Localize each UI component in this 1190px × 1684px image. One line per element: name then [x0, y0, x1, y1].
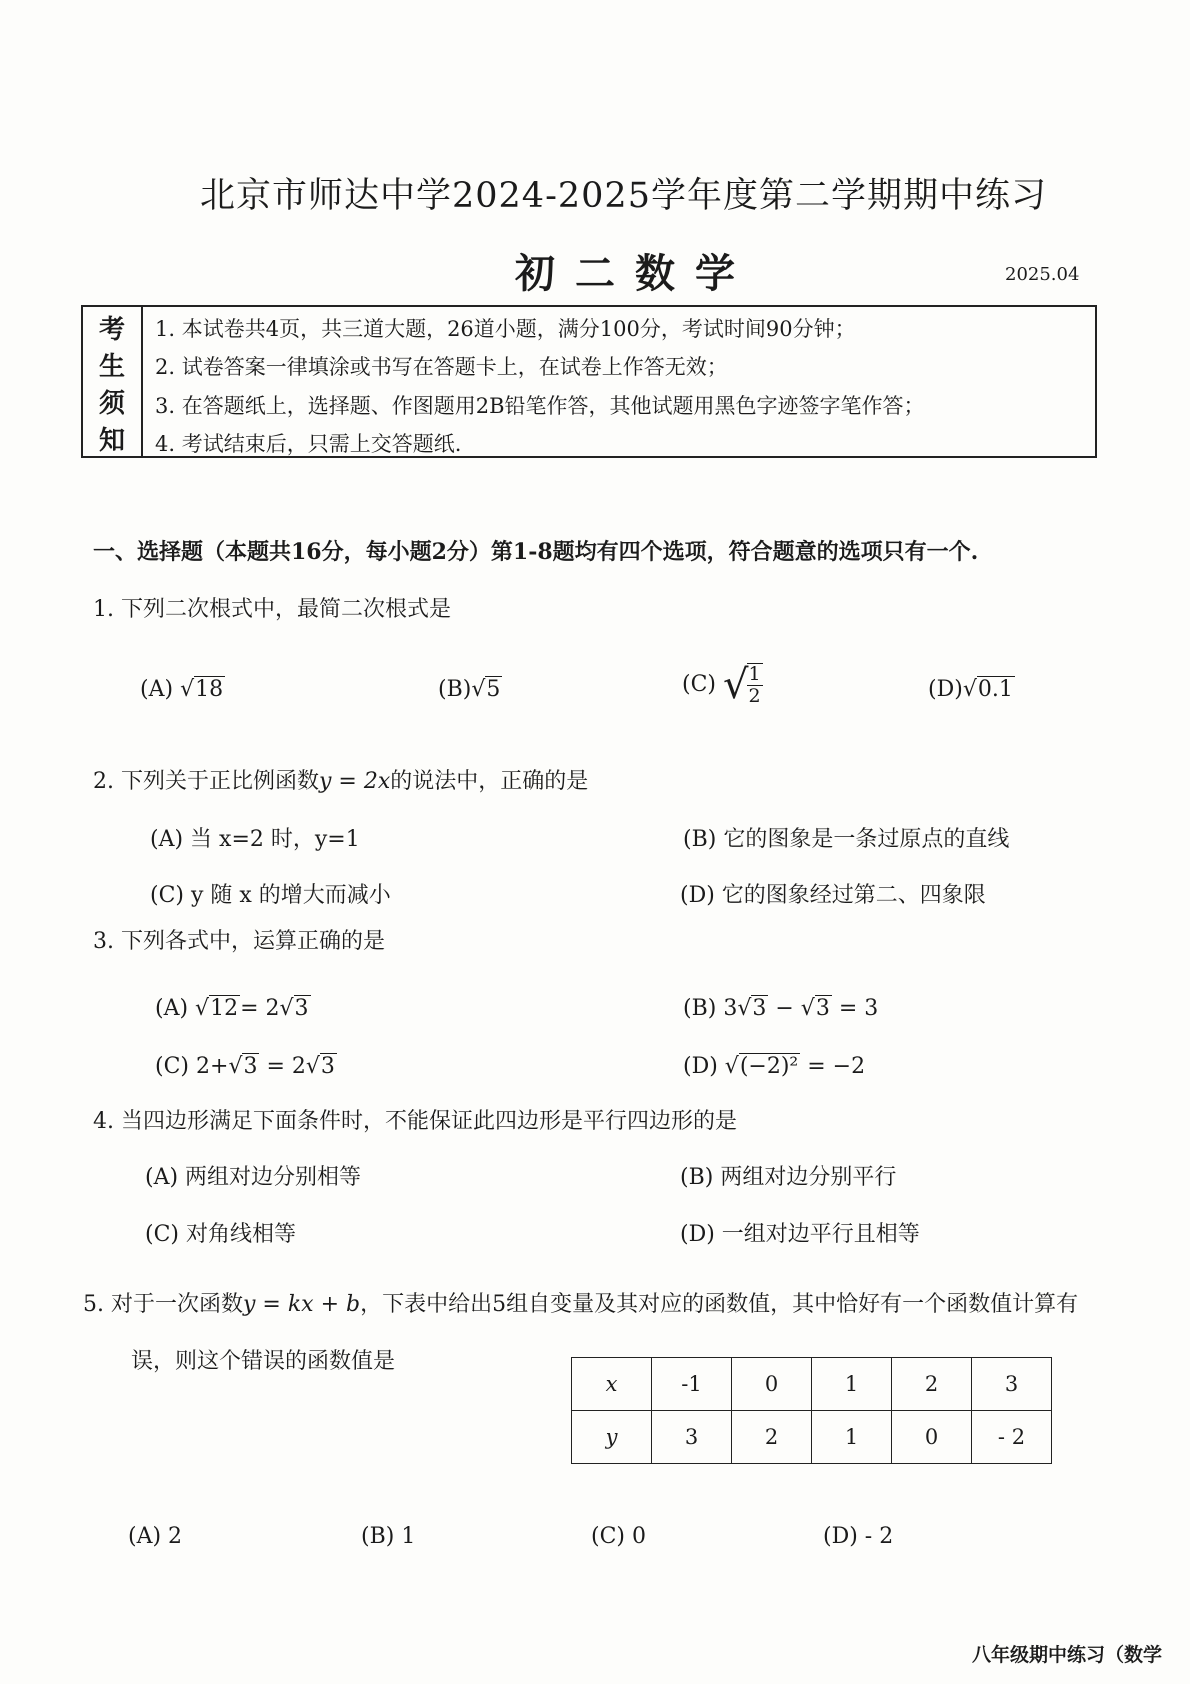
question-2-stem: 2. 下列关于正比例函数y = 2x的说法中，正确的是	[93, 769, 589, 794]
page-footer: 八年级期中练习（数学	[972, 1644, 1163, 1666]
question-1-option-a: (A) √18	[140, 677, 224, 702]
table-row	[572, 1358, 1052, 1411]
question-2-option-a: (A) 当 x=2 时，y=1	[150, 827, 360, 852]
table-cell: 0	[732, 1358, 812, 1411]
question-5-option-b: (B) 1	[361, 1524, 416, 1549]
table-cell: 1	[812, 1358, 892, 1411]
question-4-option-d: (D) 一组对边平行且相等	[680, 1222, 920, 1247]
notice-line: 2. 试卷答案一律填涂或书写在答题卡上，在试卷上作答无效；	[155, 355, 728, 379]
question-5-stem: 5. 对于一次函数y = kx + b，下表中给出5组自变量及其对应的函数值，其中恰好有一个函数值计算有	[83, 1292, 1079, 1317]
table-cell: -1	[652, 1358, 732, 1411]
question-4-stem: 4. 当四边形满足下面条件时，不能保证此四边形是平行四边形的是	[93, 1109, 737, 1134]
question-1-option-d: (D)√0.1	[928, 677, 1013, 702]
question-1-stem: 1. 下列二次根式中，最简二次根式是	[93, 597, 451, 622]
notice-line: 1. 本试卷共4页，共三道大题，26道小题，满分100分，考试时间90分钟；	[155, 317, 856, 341]
question-5-option-a: (A) 2	[128, 1524, 183, 1549]
question-3-option-d: (D) √(−2)² = −2	[683, 1054, 866, 1079]
fraction: $\frac{1}{2}$	[748, 663, 761, 707]
sqrt-expression: √0.1	[962, 677, 1013, 702]
question-2-option-d: (D) 它的图象经过第二、四象限	[680, 883, 986, 908]
section-heading: 一、选择题（本题共16分，每小题2分）第1-8题均有四个选项，符合题意的选项只有一个.	[93, 539, 979, 565]
subject-title: 初二数学	[515, 250, 755, 297]
question-2-option-b: (B) 它的图象是一条过原点的直线	[683, 827, 1010, 852]
notice-line: 4. 考试结束后，只需上交答题纸.	[155, 432, 462, 456]
notice-label-char: 考	[98, 315, 125, 345]
notice-label-char: 知	[98, 426, 125, 456]
question-4-option-b: (B) 两组对边分别平行	[680, 1165, 897, 1190]
table-cell: x	[572, 1358, 652, 1411]
notice-label-char: 生	[98, 352, 125, 382]
table-cell: - 2	[972, 1411, 1052, 1464]
table-cell: 1	[812, 1411, 892, 1464]
table-cell: 3	[972, 1358, 1052, 1411]
question-3-option-b: (B) 3√3 − √3 = 3	[683, 996, 879, 1021]
notice-label	[83, 307, 143, 456]
sqrt-expression: √5	[471, 677, 501, 702]
function-values-table	[571, 1357, 1052, 1464]
exam-date: 2025.04	[1005, 264, 1080, 285]
question-3-stem: 3. 下列各式中，运算正确的是	[93, 929, 385, 954]
table-cell: 3	[652, 1411, 732, 1464]
table-cell: 0	[892, 1411, 972, 1464]
table-cell: y	[572, 1411, 652, 1464]
table-cell: 2	[732, 1411, 812, 1464]
sqrt-expression: √18	[180, 677, 224, 702]
question-5-option-d: (D) - 2	[823, 1524, 894, 1549]
table-cell: 2	[892, 1358, 972, 1411]
question-4-option-c: (C) 对角线相等	[145, 1222, 296, 1247]
question-2-option-c: (C) y 随 x 的增大而减小	[150, 883, 391, 908]
notice-line: 3. 在答题纸上，选择题、作图题用2B铅笔作答，其他试题用黑色字迹签字笔作答；	[155, 394, 925, 418]
exam-title: 北京市师达中学2024-2025学年度第二学期期中练习	[200, 176, 1047, 216]
table-row	[572, 1411, 1052, 1464]
question-1-option-c: (C) √ $\frac{1}{2}$	[682, 662, 761, 708]
question-3-option-a: (A) √12= 2√3	[155, 996, 309, 1021]
question-5-option-c: (C) 0	[591, 1524, 646, 1549]
question-5-stem-line2: 误，则这个错误的函数值是	[131, 1349, 396, 1374]
question-1-option-b: (B)√5	[438, 677, 501, 702]
sqrt-expression: √	[723, 662, 749, 708]
question-4-option-a: (A) 两组对边分别相等	[145, 1165, 362, 1190]
question-3-option-c: (C) 2+√3 = 2√3	[155, 1054, 335, 1079]
notice-label-char: 须	[98, 389, 125, 419]
exam-notice-box	[81, 305, 1097, 458]
